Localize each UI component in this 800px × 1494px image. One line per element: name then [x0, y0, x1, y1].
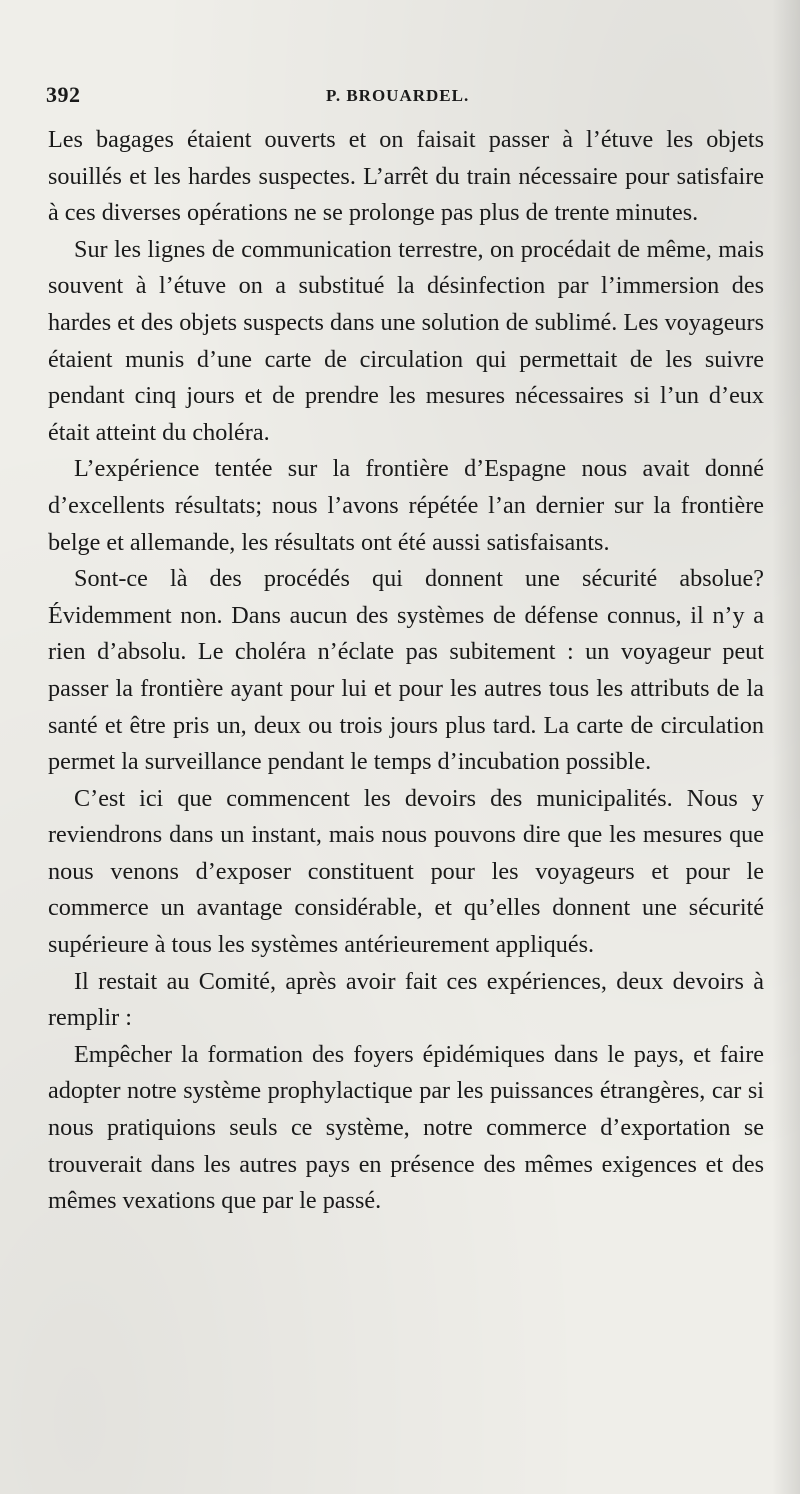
- paragraph-2: Sur les lignes de communication terrestre, on procédait de même, mais souvent à l’étuve on a substitué la désinfection par l’immersion des hardes et des objets suspects dans une solution de sublimé. Les voyageurs étaient munis d’une carte de circulation qui permettait de les suivre pendant cinq jours et de prendre les mesures nécessaires si l’un d’eux était atteint du choléra.: [48, 235, 764, 446]
- page-edge-shadow: [772, 0, 800, 1494]
- paragraph-7: Empêcher la formation des foyers épidémiques dans le pays, et faire adopter notre système prophylactique par les puissances étrangères, car si nous pratiquions seuls ce système, notre commerce d’exportation se trouverait dans les autres pays en présence des mêmes exigences et des mêmes vexations que par le passé.: [48, 1040, 764, 1215]
- paragraph-6: Il restait au Comité, après avoir fait ces expériences, deux devoirs à remplir :: [48, 967, 764, 1032]
- paragraph-1: Les bagages étaient ouverts et on faisait passer à l’étuve les objets souillés et les hardes suspectes. L’arrêt du train nécessaire pour satisfaire à ces diverses opérations ne se prolonge pas plus de trente minutes.: [48, 126, 764, 227]
- running-head: [46, 82, 756, 116]
- paragraph-3: L’expérience tentée sur la frontière d’Espagne nous avait donné d’excellents résultats; nous l’avons répétée l’an dernier sur la frontière belge et allemande, les résultats ont été aussi satisfaisants.: [48, 455, 764, 556]
- running-head-author: P. BROUARDEL.: [326, 86, 470, 105]
- paragraph-5: C’est ici que commencent les devoirs des municipalités. Nous y reviendrons dans un instant, mais nous pouvons dire que les mesures que nous venons d’exposer constituent pour les voyageurs et pour le commerce un avantage considérable, et qu’elles donnent une sécurité supérieure à tous les systèmes antérieurement appliqués.: [48, 784, 764, 959]
- paragraph-4: Sont-ce là des procédés qui donnent une sécurité absolue? Évidemment non. Dans aucun des systèmes de défense connus, il n’y a rien d’absolu. Le choléra n’éclate pas subitement : un voyageur peut passer la frontière ayant pour lui et pour les autres tous les attributs de la santé et être pris un, deux ou trois jours plus tard. La carte de circulation permet la surveillance pendant le temps d’incubation possible.: [48, 565, 764, 776]
- page-number: 392: [46, 82, 81, 107]
- body-text: [48, 122, 764, 1220]
